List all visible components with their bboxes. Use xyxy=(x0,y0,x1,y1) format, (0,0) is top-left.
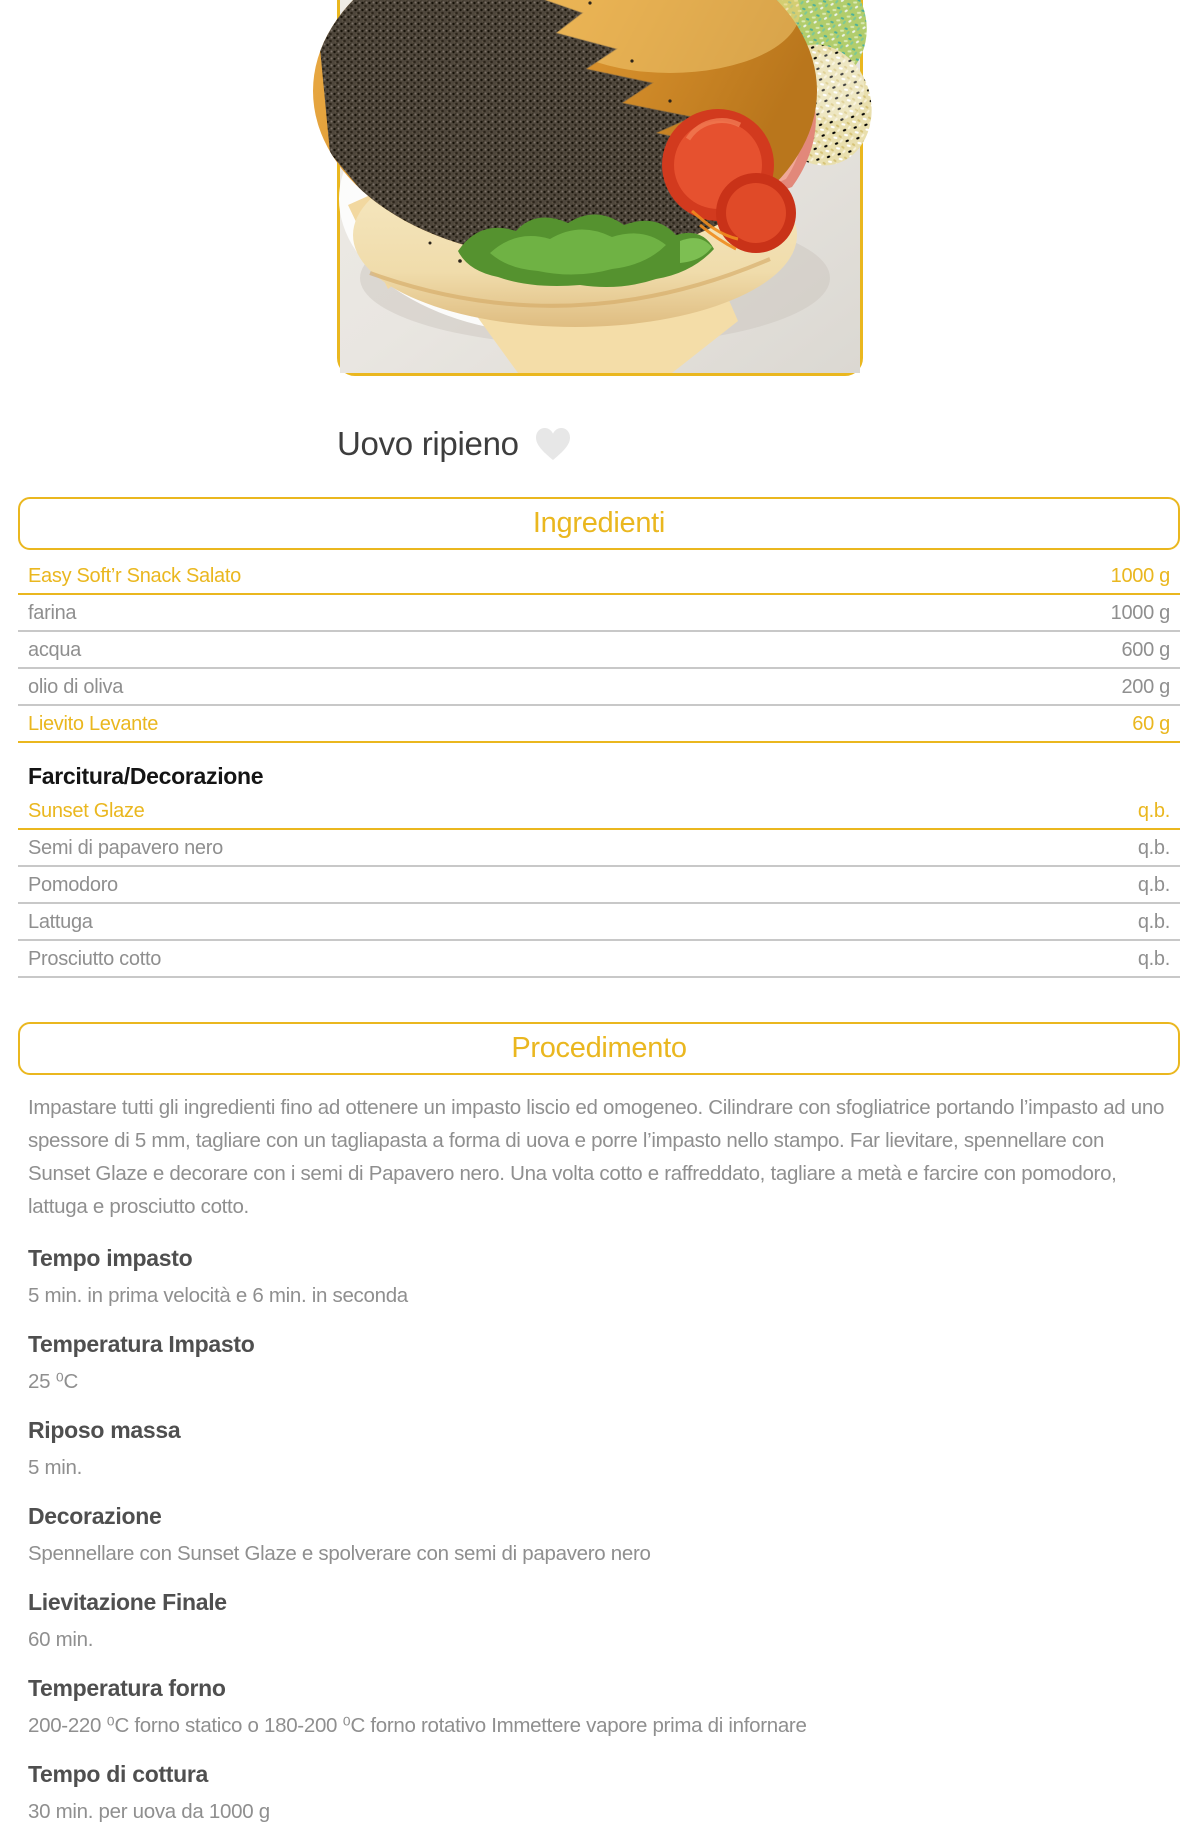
procedure-step xyxy=(18,1675,1180,1739)
ingredient-quantity: q.b. xyxy=(1137,948,1170,970)
ingredient-row xyxy=(18,595,1180,632)
ingredients-header: Ingredienti xyxy=(18,497,1180,550)
ingredient-name: Semi di papavero nero xyxy=(28,837,223,859)
procedure-step xyxy=(18,1589,1180,1653)
ingredient-group-header: Farcitura/Decorazione xyxy=(28,763,264,789)
ingredient-row xyxy=(18,904,1180,941)
procedure-step xyxy=(18,1503,1180,1567)
ingredient-quantity: q.b. xyxy=(1137,874,1170,896)
photo-area xyxy=(0,0,1198,373)
ingredient-row xyxy=(18,632,1180,669)
step-label: Decorazione xyxy=(28,1503,162,1529)
ingredient-row xyxy=(18,941,1180,978)
recipe-photo xyxy=(337,0,863,376)
ingredient-quantity: q.b. xyxy=(1137,800,1170,822)
step-label: Tempo impasto xyxy=(28,1245,193,1271)
procedure-step xyxy=(18,1245,1180,1309)
step-label: Tempo di cottura xyxy=(28,1761,209,1787)
step-label: Riposo massa xyxy=(28,1417,181,1443)
ingredient-quantity: q.b. xyxy=(1137,837,1170,859)
step-value: 5 min. in prima velocità e 6 min. in seconda xyxy=(28,1284,408,1307)
ingredient-quantity: 200 g xyxy=(1121,676,1170,698)
ingredients-list xyxy=(18,558,1180,978)
ingredient-name: Prosciutto cotto xyxy=(28,948,162,970)
ingredient-row xyxy=(18,867,1180,904)
procedure-header: Procedimento xyxy=(18,1022,1180,1075)
ingredient-row xyxy=(18,558,1180,595)
procedure-section xyxy=(18,1022,1180,1825)
ingredient-name: Pomodoro xyxy=(28,874,118,896)
step-value: Spennellare con Sunset Glaze e spolverare con semi di papavero nero xyxy=(28,1542,651,1565)
procedure-step xyxy=(18,1761,1180,1825)
step-label: Lievitazione Finale xyxy=(28,1589,227,1615)
step-value: 5 min. xyxy=(28,1456,83,1479)
ingredient-row xyxy=(18,830,1180,867)
recipe-title: Uovo ripieno xyxy=(337,425,519,462)
step-label: Temperatura forno xyxy=(28,1675,226,1701)
ingredient-quantity: 1000 g xyxy=(1110,602,1170,624)
procedure-step xyxy=(18,1417,1180,1481)
ingredient-name: acqua xyxy=(28,639,81,661)
procedure-step xyxy=(18,1331,1180,1395)
ingredient-name: Lattuga xyxy=(28,911,93,933)
ingredient-name-link[interactable]: Lievito Levante xyxy=(28,713,159,735)
heart-icon[interactable] xyxy=(534,426,572,462)
ingredient-quantity: 1000 g xyxy=(1110,565,1170,587)
step-value: 30 min. per uova da 1000 g xyxy=(28,1800,270,1823)
title-row xyxy=(337,425,1198,463)
ingredient-name: olio di oliva xyxy=(28,676,124,698)
step-value: 25 ⁰C xyxy=(28,1370,79,1393)
procedure-intro: Impastare tutti gli ingredienti fino ad ottenere un impasto liscio ed omogeneo. Cilindrare con sfogliatrice portando l’impasto ad uno spessore di 5 mm, tagliare con un tagliapasta a forma di uova e porre l’impasto nello stampo. Far lievitare, spennellare con Sunset Glaze e decorare con i semi di Papavero nero. Una volta cotto e raffreddato, tagliare a metà e farcire con pomodoro, lattuga e prosciutto cotto. xyxy=(28,1096,1165,1218)
recipe-photo-illustration xyxy=(340,0,860,373)
ingredient-row xyxy=(18,793,1180,830)
ingredient-quantity: 600 g xyxy=(1121,639,1170,661)
ingredient-quantity: 60 g xyxy=(1132,713,1170,735)
step-value: 60 min. xyxy=(28,1628,94,1651)
ingredient-row xyxy=(18,706,1180,743)
ingredient-row xyxy=(18,669,1180,706)
ingredient-name: farina xyxy=(28,602,77,624)
ingredients-section xyxy=(18,497,1180,978)
step-label: Temperatura Impasto xyxy=(28,1331,255,1357)
ingredient-name-link[interactable]: Easy Soft’r Snack Salato xyxy=(28,565,241,587)
ingredient-quantity: q.b. xyxy=(1137,911,1170,933)
ingredient-name-link[interactable]: Sunset Glaze xyxy=(28,800,145,822)
step-value: 200-220 ⁰C forno statico o 180-200 ⁰C forno rotativo Immettere vapore prima di infornare xyxy=(28,1714,807,1737)
